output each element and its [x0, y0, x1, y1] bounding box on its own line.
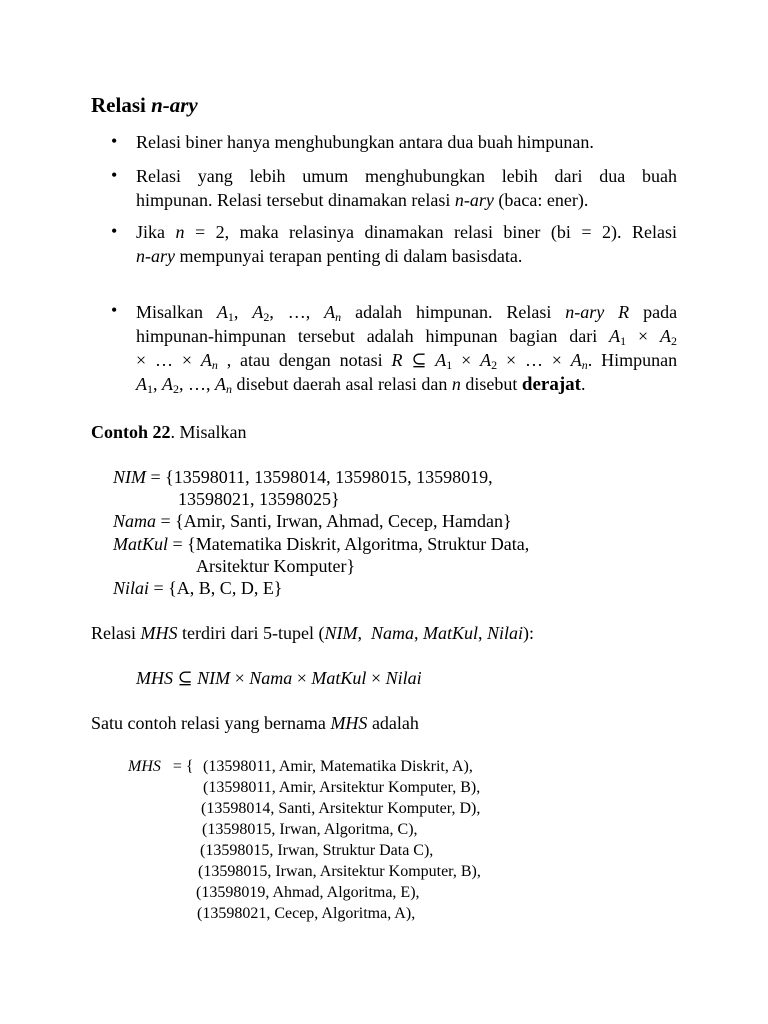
bullet-1-marker: •: [111, 131, 118, 151]
sample-intro: Satu contoh relasi yang bernama MHS adalah: [91, 713, 419, 733]
set-nama: Nama = {Amir, Santi, Irwan, Ahmad, Cecep, Hamdan}: [113, 511, 512, 531]
mhs-label: MHS = {: [128, 758, 194, 775]
bullet-2-marker: •: [111, 165, 118, 185]
relation-intro: Relasi MHS terdiri dari 5-tupel (NIM, Nama, MatKul, Nilai):: [91, 623, 534, 643]
bullet-2-text: Relasi yang lebih umum menghubungkan lebih dari dua buah himpunan. Relasi tersebut dinamakan relasi n-ary (baca: ener).: [136, 166, 677, 210]
bullet-3-text: Jika n = 2, maka relasinya dinamakan relasi biner (bi = 2). Relasi n-ary mempunyai terapan penting di dalam basisdata.: [136, 222, 677, 266]
tuple-row: (13598014, Santi, Arsitektur Komputer, D),: [201, 800, 481, 817]
tuple-row: (13598011, Amir, Matematika Diskrit, A),: [203, 758, 473, 775]
bullet-1-text: Relasi biner hanya menghubungkan antara dua buah himpunan.: [136, 132, 594, 152]
example-title: Contoh 22. Misalkan: [91, 422, 247, 442]
bullet-4-text: Misalkan $A_1$, $A_2$, …, $A_n$ adalah himpunan. Relasi n-ary R pada himpunan-himpunan tersebut adalah himpunan bagian dari $A_1 \times A_2$ × … × $A_n$ , atau dengan notasi R ⊆ $A_1 \times A_2$ × … × $A_n$. Himpunan $A_1$, $A_2$, …, $A_n$ disebut daerah asal relasi dan n disebut derajat.: [136, 302, 678, 396]
tuple-row: (13598021, Cecep, Algoritma, A),: [197, 905, 416, 922]
set-nim-line2: 13598021, 13598025}: [178, 489, 340, 509]
relation-formula: MHS ⊆ NIM × Nama × MatKul × Nilai: [136, 668, 422, 688]
tuple-row: (13598015, Irwan, Arsitektur Komputer, B),: [198, 863, 481, 880]
tuple-row: (13598015, Irwan, Struktur Data C),: [200, 842, 434, 859]
section-heading: Relasi n-ary: [91, 93, 198, 117]
bullet-4-marker: •: [111, 300, 118, 320]
set-matkul-line2: Arsitektur Komputer}: [196, 556, 356, 576]
tuple-row: (13598019, Ahmad, Algoritma, E),: [196, 884, 420, 901]
set-matkul-line1: MatKul = {Matematika Diskrit, Algoritma, Struktur Data,: [113, 534, 530, 554]
set-nilai: Nilai = {A, B, C, D, E}: [113, 578, 283, 598]
tuple-row: (13598011, Amir, Arsitektur Komputer, B),: [203, 779, 481, 796]
set-nim-line1: NIM = {13598011, 13598014, 13598015, 13598019,: [113, 467, 493, 487]
tuple-row: (13598015, Irwan, Algoritma, C),: [202, 821, 418, 838]
bullet-3-marker: •: [111, 221, 118, 241]
